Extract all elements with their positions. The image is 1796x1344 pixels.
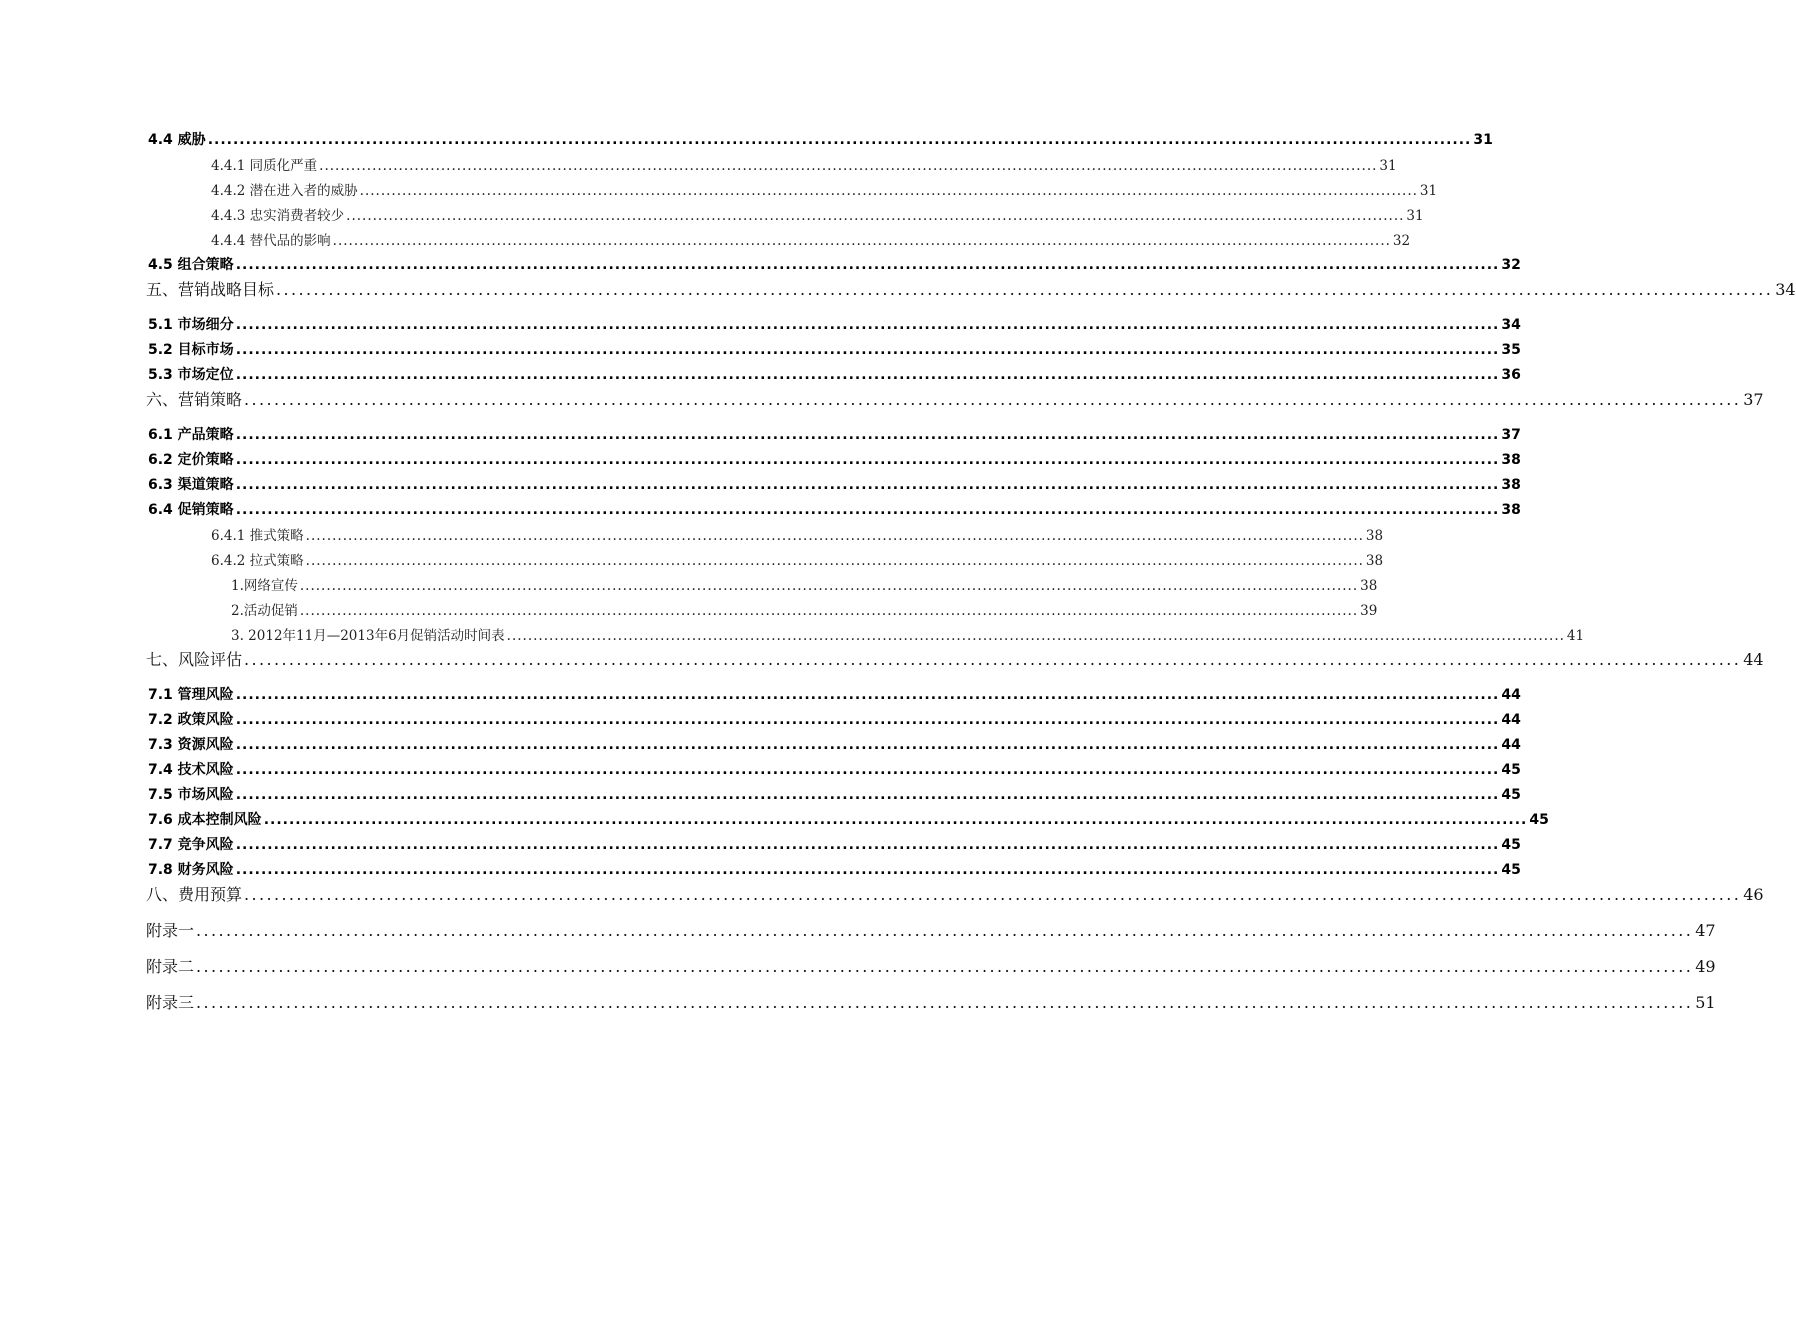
toc-entry-title: 6.4.1 推式策略 (211, 528, 304, 544)
toc-entry-page: 34 (1775, 280, 1796, 299)
toc-entry-title: 4.4.3 忠实消费者较少 (211, 208, 345, 224)
toc-entry-title: 7.3 资源风险 (148, 737, 234, 753)
toc-leader-dots: ........................................................................................................................................................................................................ (305, 528, 1364, 544)
toc-entry[interactable] (148, 834, 1521, 854)
toc-entry-title: 附录二 (146, 957, 195, 976)
toc-entry-title: 6.4 促销策略 (148, 502, 234, 518)
toc-leader-dots: ........................................................................................................................................................................................................ (305, 553, 1364, 569)
toc-leader-dots: ........................................................................................................................................................................................................ (319, 158, 1378, 174)
toc-entry-page: 44 (1743, 650, 1764, 669)
toc-entry-page: 35 (1501, 342, 1521, 358)
toc-leader-dots: ........................................................................................................................................................................................................ (235, 862, 1500, 878)
toc-entry-page: 37 (1743, 390, 1764, 409)
toc-leader-dots: ........................................................................................................................................................................................................ (235, 737, 1500, 753)
toc-leader-dots: ........................................................................................................................................................................................................ (235, 502, 1500, 518)
toc-leader-dots: ........................................................................................................................................................................................................ (196, 921, 1694, 940)
toc-leader-dots: ........................................................................................................................................................................................................ (244, 390, 1742, 409)
toc-entry-title: 3. 2012年11月—2013年6月促销活动时间表 (231, 628, 505, 644)
toc-entry-page: 32 (1392, 233, 1411, 249)
toc-entry-page: 44 (1501, 712, 1521, 728)
toc-leader-dots: ........................................................................................................................................................................................................ (235, 477, 1500, 493)
toc-entry-title: 4.5 组合策略 (148, 257, 234, 273)
toc-leader-dots: ........................................................................................................................................................................................................ (235, 837, 1500, 853)
toc-leader-dots: ........................................................................................................................................................................................................ (276, 280, 1774, 299)
toc-entry[interactable] (146, 954, 1716, 977)
toc-leader-dots: ........................................................................................................................................................................................................ (196, 993, 1694, 1012)
toc-entry-title: 7.1 管理风险 (148, 687, 234, 703)
toc-entry-title: 7.2 政策风险 (148, 712, 234, 728)
toc-entry-page: 38 (1501, 452, 1521, 468)
toc-entry-title: 4.4.1 同质化严重 (211, 158, 318, 174)
toc-entry[interactable] (148, 859, 1521, 879)
toc-entry[interactable] (211, 549, 1384, 569)
toc-leader-dots: ........................................................................................................................................................................................................ (332, 233, 1391, 249)
toc-entry[interactable] (148, 709, 1521, 729)
toc-leader-dots: ........................................................................................................................................................................................................ (235, 342, 1500, 358)
toc-entry-title: 7.8 财务风险 (148, 862, 234, 878)
toc-entry-page: 32 (1501, 257, 1521, 273)
toc-entry[interactable] (211, 179, 1438, 199)
toc-entry[interactable] (231, 599, 1378, 619)
toc-entry-page: 31 (1379, 158, 1397, 174)
toc-leader-dots: ........................................................................................................................................................................................................ (196, 957, 1694, 976)
toc-entry-title: 4.4 威胁 (148, 132, 206, 148)
toc-entry-title: 7.4 技术风险 (148, 762, 234, 778)
toc-entry-title: 5.2 目标市场 (148, 342, 234, 358)
toc-entry-title: 六、营销策略 (146, 390, 243, 409)
toc-entry[interactable] (146, 277, 1796, 300)
toc-entry-page: 39 (1360, 603, 1378, 619)
toc-leader-dots: ........................................................................................................................................................................................................ (299, 603, 1359, 619)
toc-leader-dots: ........................................................................................................................................................................................................ (235, 367, 1500, 383)
toc-entry-page: 45 (1501, 862, 1521, 878)
toc-entry-page: 44 (1501, 737, 1521, 753)
toc-leader-dots: ........................................................................................................................................................................................................ (263, 812, 1528, 828)
toc-entry-title: 6.2 定价策略 (148, 452, 234, 468)
toc-entry[interactable] (211, 204, 1424, 224)
toc-entry-title: 6.3 渠道策略 (148, 477, 234, 493)
toc-entry-title: 6.1 产品策略 (148, 427, 234, 443)
toc-entry[interactable] (148, 809, 1549, 829)
toc-entry-page: 45 (1529, 812, 1549, 828)
toc-entry[interactable] (146, 990, 1716, 1013)
toc-entry-title: 5.3 市场定位 (148, 367, 234, 383)
toc-entry-page: 38 (1365, 528, 1384, 544)
toc-entry-title: 7.7 竞争风险 (148, 837, 234, 853)
toc-entry[interactable] (148, 474, 1521, 494)
toc-entry[interactable] (148, 129, 1493, 149)
toc-leader-dots: ........................................................................................................................................................................................................ (235, 787, 1500, 803)
toc-leader-dots: ........................................................................................................................................................................................................ (244, 885, 1742, 904)
toc-entry[interactable] (148, 424, 1521, 444)
toc-entry-page: 41 (1566, 628, 1585, 644)
toc-entry-title: 5.1 市场细分 (148, 317, 234, 333)
toc-entry[interactable] (148, 339, 1521, 359)
toc-entry-page: 38 (1360, 578, 1378, 594)
toc-entry-title: 6.4.2 拉式策略 (211, 553, 304, 569)
toc-entry-title: 7.6 成本控制风险 (148, 812, 262, 828)
toc-entry-page: 31 (1419, 183, 1438, 199)
toc-entry[interactable] (231, 624, 1585, 644)
toc-entry-page: 46 (1743, 885, 1764, 904)
toc-entry-title: 七、风险评估 (146, 650, 243, 669)
toc-entry-title: 4.4.4 替代品的影响 (211, 233, 331, 249)
toc-entry-page: 45 (1501, 762, 1521, 778)
toc-entry[interactable] (148, 364, 1521, 384)
toc-entry[interactable] (148, 499, 1521, 519)
toc-leader-dots: ........................................................................................................................................................................................................ (235, 762, 1500, 778)
toc-entry-page: 45 (1501, 837, 1521, 853)
toc-leader-dots: ........................................................................................................................................................................................................ (235, 712, 1500, 728)
toc-entry-page: 44 (1501, 687, 1521, 703)
toc-entry[interactable] (211, 524, 1384, 544)
toc-entry-page: 45 (1501, 787, 1521, 803)
toc-entry[interactable] (148, 759, 1521, 779)
toc-entry[interactable] (146, 918, 1716, 941)
toc-entry[interactable] (146, 882, 1764, 905)
toc-leader-dots: ........................................................................................................................................................................................................ (235, 452, 1500, 468)
toc-entry[interactable] (148, 734, 1521, 754)
toc-entry[interactable] (148, 784, 1521, 804)
toc-leader-dots: ........................................................................................................................................................................................................ (346, 208, 1405, 224)
toc-leader-dots: ........................................................................................................................................................................................................ (235, 427, 1500, 443)
toc-entry-page: 38 (1501, 477, 1521, 493)
toc-entry-page: 31 (1406, 208, 1424, 224)
toc-entry-page: 49 (1695, 957, 1716, 976)
toc-entry[interactable] (148, 449, 1521, 469)
toc-entry-page: 37 (1501, 427, 1521, 443)
toc-entry-title: 附录一 (146, 921, 195, 940)
toc-leader-dots: ........................................................................................................................................................................................................ (207, 132, 1472, 148)
toc-entry[interactable] (211, 229, 1411, 249)
toc-entry[interactable] (146, 647, 1764, 670)
toc-entry[interactable] (231, 574, 1378, 594)
toc-entry-title: 八、费用预算 (146, 885, 243, 904)
toc-entry-page: 34 (1501, 317, 1521, 333)
toc-entry-page: 36 (1501, 367, 1521, 383)
toc-entry-title: 4.4.2 潜在进入者的威胁 (211, 183, 358, 199)
toc-entry-title: 1.网络宣传 (231, 578, 298, 594)
toc-entry[interactable] (148, 314, 1521, 334)
toc-entry[interactable] (146, 387, 1764, 410)
toc-entry-page: 31 (1473, 132, 1493, 148)
toc-entry-page: 47 (1695, 921, 1716, 940)
toc-entry-title: 2.活动促销 (231, 603, 298, 619)
toc-entry[interactable] (148, 684, 1521, 704)
toc-leader-dots: ........................................................................................................................................................................................................ (235, 687, 1500, 703)
toc-entry-title: 附录三 (146, 993, 195, 1012)
toc-entry-page: 51 (1695, 993, 1716, 1012)
toc-entry[interactable] (148, 254, 1521, 274)
toc-leader-dots: ........................................................................................................................................................................................................ (244, 650, 1742, 669)
toc-entry-title: 7.5 市场风险 (148, 787, 234, 803)
toc-leader-dots: ........................................................................................................................................................................................................ (506, 628, 1565, 644)
toc-leader-dots: ........................................................................................................................................................................................................ (359, 183, 1418, 199)
toc-entry-title: 五、营销战略目标 (146, 280, 275, 299)
toc-leader-dots: ........................................................................................................................................................................................................ (299, 578, 1359, 594)
toc-entry-page: 38 (1365, 553, 1384, 569)
toc-entry[interactable] (211, 154, 1397, 174)
toc-leader-dots: ........................................................................................................................................................................................................ (235, 317, 1500, 333)
toc-leader-dots: ........................................................................................................................................................................................................ (235, 257, 1500, 273)
toc-entry-page: 38 (1501, 502, 1521, 518)
